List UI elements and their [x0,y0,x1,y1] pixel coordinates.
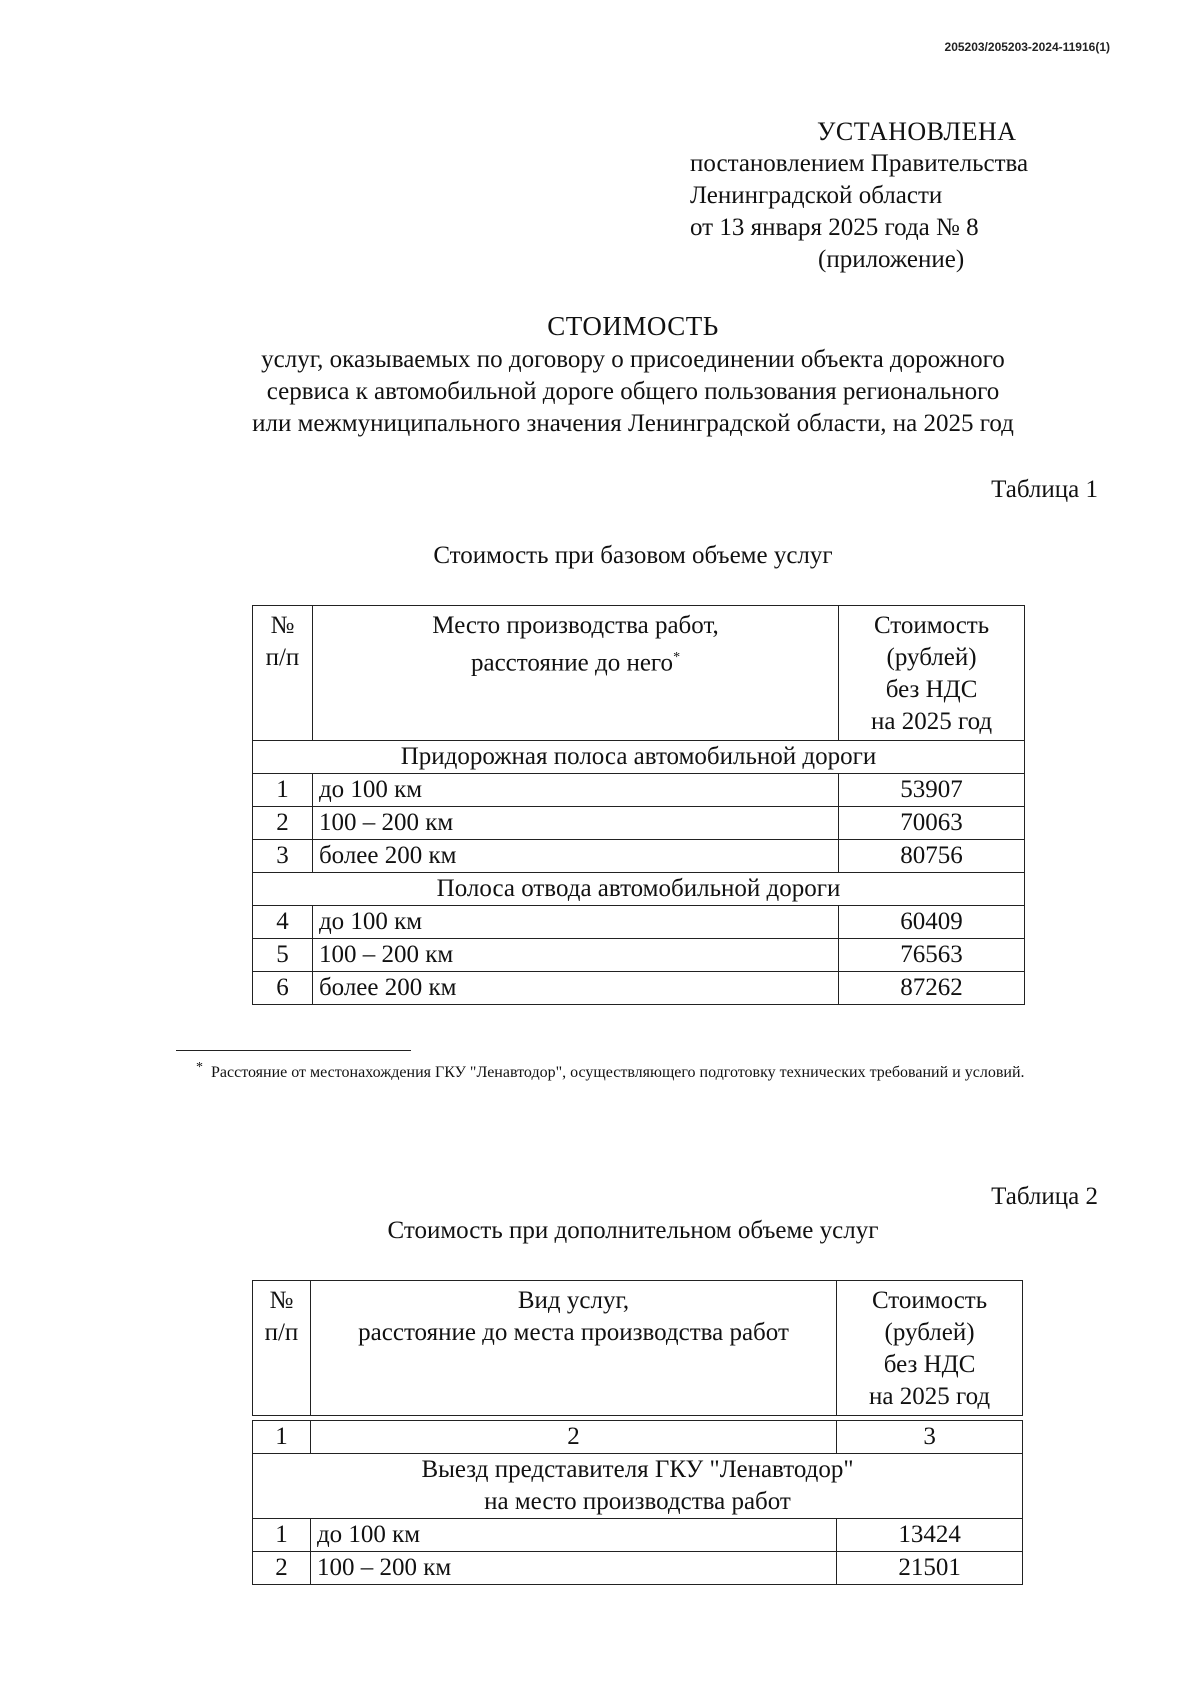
row-place: до 100 км [312,906,838,939]
table2-header-cost [837,1281,1023,1416]
row-cost: 80756 [839,840,1025,873]
row-num: 1 [253,774,313,807]
row-num: 3 [253,840,313,873]
heading-line-3: или межмуниципального значения Ленинградской области, на 2025 год [252,410,1014,437]
table1-header-row [253,606,1025,741]
approval-block [690,116,1028,276]
header-num-line: № [269,1287,294,1314]
row-cost: 76563 [839,939,1025,972]
table-row [253,1519,1023,1552]
table2-section-1 [253,1454,1023,1519]
section-line: Выезд представителя ГКУ "Ленавтодор" [421,1456,854,1483]
footnote-text: Расстояние от местонахождения ГКУ "Ленавтодор", осуществляющего подготовку технических требований и условий. [211,1064,1025,1081]
header-cost-line: на 2025 год [869,1383,991,1410]
row-num: 5 [253,939,313,972]
footnote-mark: * [196,1060,203,1075]
row-num: 1 [253,1519,311,1552]
table2-header-row [253,1281,1023,1416]
table2-header-num [253,1281,311,1416]
approval-appendix: (приложение) [818,246,965,273]
header-num-line: № [270,612,295,639]
row-cost: 53907 [839,774,1025,807]
row-cost: 13424 [837,1519,1023,1552]
header-cost-line: (рублей) [886,644,977,671]
row-num: 6 [253,972,313,1005]
approval-title: УСТАНОВЛЕНА [817,117,1017,146]
document-id: 205203/205203-2024-11916(1) [944,40,1110,54]
header-place-line [319,642,832,679]
row-num: 2 [253,807,313,840]
row-cost: 70063 [839,807,1025,840]
header-cost-line: Стоимость [873,612,990,639]
row-num: 2 [253,1552,311,1585]
header-kind-line: расстояние до места производства работ [358,1319,789,1346]
table1 [252,605,1025,1005]
table2-header [252,1280,1023,1416]
heading-line-2: сервиса к автомобильной дороге общего пользования регионального [266,378,1000,405]
heading-line-1: услуг, оказываемых по договору о присоединении объекта дорожного [261,346,1005,373]
header-cost-line: без НДС [883,1351,976,1378]
table-row [253,972,1025,1005]
table2-header-kind [310,1281,836,1416]
table-row [253,840,1025,873]
table1-section-2: Полоса отвода автомобильной дороги [253,873,1025,906]
table1-section-row [253,741,1025,774]
header-place-text: расстояние до него [470,649,674,677]
row-kind: 100 – 200 км [310,1552,836,1585]
row-cost: 21501 [837,1552,1023,1585]
table-row [253,939,1025,972]
table2-colnum-row [253,1421,1023,1454]
table1-label: Таблица 1 [991,476,1098,503]
row-place: более 200 км [312,972,838,1005]
row-place: более 200 км [312,840,838,873]
table1-section-1: Придорожная полоса автомобильной дороги [253,741,1025,774]
footnote-ref-mark: * [673,650,681,665]
col-number: 1 [253,1421,311,1454]
row-num: 4 [253,906,313,939]
row-cost: 87262 [839,972,1025,1005]
table-row [253,906,1025,939]
document-title: СТОИМОСТЬ [547,311,719,341]
table1-header-cost [839,606,1025,741]
row-cost: 60409 [839,906,1025,939]
row-place: 100 – 200 км [312,807,838,840]
approval-line-2: Ленинградской области [690,182,943,209]
table2-caption: Стоимость при дополнительном объеме услуг [387,1217,879,1244]
table1-section-row [253,873,1025,906]
table2-section-row [253,1454,1023,1519]
row-place: до 100 км [312,774,838,807]
row-kind: до 100 км [310,1519,836,1552]
section-line: на место производства работ [484,1488,791,1515]
header-place-line: Место производства работ, [432,612,719,639]
row-place: 100 – 200 км [312,939,838,972]
table1-header-place [312,606,838,741]
header-kind-line: Вид услуг, [517,1287,630,1314]
approval-line-1: постановлением Правительства [690,150,1029,177]
header-cost-line: (рублей) [884,1319,975,1346]
header-num-line: п/п [265,644,300,671]
table-row [253,1552,1023,1585]
approval-line-3: от 13 января 2025 года № 8 [690,214,979,241]
table-row [253,807,1025,840]
col-number: 3 [837,1421,1023,1454]
table1-caption: Стоимость при базовом объеме услуг [433,542,833,569]
header-cost-line: на 2025 год [871,708,993,735]
footnote [176,1060,1088,1087]
table-row [253,774,1025,807]
table1-header-num [253,606,313,741]
footnote-divider [176,1050,411,1051]
table2-body [252,1420,1023,1585]
header-cost-line: без НДС [885,676,978,703]
document-heading [0,310,1200,440]
header-cost-line: Стоимость [871,1287,988,1314]
table2-label: Таблица 2 [991,1183,1098,1210]
col-number: 2 [310,1421,836,1454]
header-num-line: п/п [264,1319,299,1346]
